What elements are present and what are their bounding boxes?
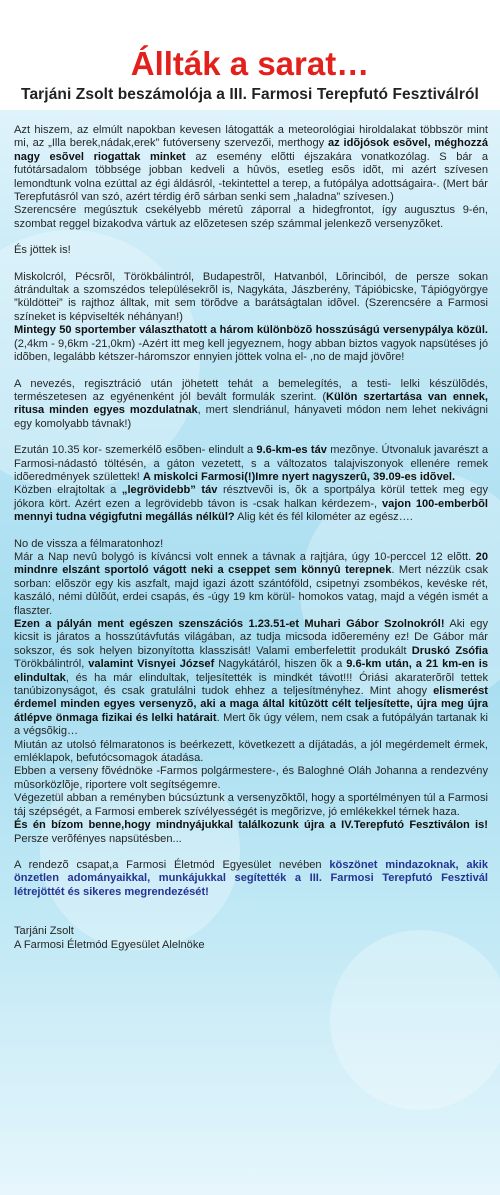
paragraph bbox=[14, 618, 488, 739]
text-run: Törökbálintról, bbox=[14, 658, 89, 671]
signature-name: Tarjáni Zsolt bbox=[14, 925, 74, 938]
paragraph bbox=[14, 324, 488, 364]
text-run-bold: valamint Visnyei József bbox=[88, 658, 215, 671]
paragraph: Ebben a verseny fõvédnöke -Farmos polgármestere-, és Baloghné Oláh Johanna a rendezvény mûsorközlõje, riportere volt segítségemre. bbox=[14, 765, 488, 791]
text-run: Alig két és fél kilométer az egész…. bbox=[234, 511, 413, 524]
text-run: . Mert nézzük csak sorban: elõször egy kis aszfalt, majd igazi ázott szántóföld, csipetnyi zsombékos, kevéske rét, kaszáló, némi dûlõút, erdei csapás, és -úgy 19 km körül- homokos vatag, majd a végén ismét a flaszter. bbox=[14, 564, 488, 617]
text-run-bold: Külön szertartása van ennek, ritusa minden egyes mozdulatnak bbox=[14, 390, 488, 417]
background-bubble bbox=[330, 930, 500, 1110]
paragraph-thanks bbox=[14, 859, 488, 899]
text-run-bold: Ezen a pályán ment egészen szenszációs 1.23.51-et Muhari Gábor Szolnokról! bbox=[14, 618, 445, 630]
text-run: résztvevõi is, õk a sportpálya körül tettek meg egy jókora kört. Azért ezen a legrövidebb távon is -csak halkan kérdezem-, bbox=[14, 484, 488, 510]
text-run: az esemény elõtti éjszakára vonatkozólag. S bár a futótársadalom többsége jobban kedveli a hûvös, esetleg esõs idõt, mi azért szívesen lemondtunk volna ezúttal az égi áldásról, -tekintettel a terep, a futópálya adottságaira-. (Mert bár Terepfutásról van szó, azért térdig érõ sárban senki sem „haladna” szívesen.) bbox=[14, 150, 488, 204]
text-run-bold: A miskolci Farmosi(!)Imre nyert nagyszerû, 39.09-es idõvel. bbox=[142, 470, 456, 483]
text-run: A rendezõ csapat,a Farmosi Életmód Egyesület nevében bbox=[14, 858, 330, 871]
text-run: Már a Nap nevû bolygó is kíváncsi volt ennek a távnak a rajtjára, úgy 10-perccel 12 elõtt. bbox=[14, 550, 476, 563]
text-run: Persze verõfényes napsütésben... bbox=[14, 832, 182, 845]
text-run-bold: az idõjósok esõvel, méghozzá nagy esõvel riogattak minket bbox=[14, 137, 489, 163]
paragraph bbox=[14, 444, 488, 484]
text-run: . Mert õk úgy vélem, nem csak a futópályán tartanak ki a végsõkig… bbox=[14, 711, 488, 738]
paragraph bbox=[14, 551, 488, 618]
paragraph-intro bbox=[14, 124, 488, 204]
paragraph: Miskolcról, Pécsrõl, Törökbálintról, Budapestrõl, Hatvanból, Lõrinciból, de persze sokan átrándultak a szomszédos településekrõl is, Nagykáta, Jászberény, Tápióbicske, Tápiógyörgye ”küldöttei” is rajthoz álltak, mit sem törõdve a barátságtalan idõvel. (Szerencsére a Farmosi színeket is képviselték néhányan!) bbox=[14, 270, 488, 323]
text-run-highlight: köszönet mindazoknak, akik önzetlen adományaikkal, munkájukkal segítették a III. Farmosi Terepfutó Fesztivál létrejöttét és sikeres megrendezését! bbox=[14, 858, 489, 898]
signature-role: A Farmosi Életmód Egyesület Alelnöke bbox=[14, 938, 205, 951]
paragraph: No de vissza a félmaratonhoz! bbox=[14, 537, 164, 550]
paragraph bbox=[14, 378, 488, 432]
paragraph bbox=[14, 819, 488, 846]
text-run: Aki egy kicsit is járatos a hosszútávfutás világában, az tudja micsoda idõeremény ez! De Gábor már sokszor, és sok helyen bizonyította klasszisát! Valami emberfelettit produkált bbox=[14, 618, 489, 657]
article-body-panel bbox=[0, 110, 500, 1195]
text-run-bold: elismerést érdemel minden egyes versenyzõ, aki a maga által kitûzött célt teljesítette, újra meg újra átlépve önmaga fizikai és lelki határait bbox=[14, 685, 488, 724]
text-run-bold: És én bízom benne,hogy mindnyájukkal találkozunk újra a IV.Terepfutó Fesztiválon is! bbox=[14, 819, 488, 832]
text-run-bold: 9.6-km-es táv bbox=[256, 444, 327, 457]
text-run: , mert slendriánul, hányaveti módon nem lehet nekivágni egy komolyabb távnak!) bbox=[14, 404, 488, 430]
paragraph: És jöttek is! bbox=[14, 244, 71, 257]
paragraph: Szerencsére megúsztuk csekélyebb méretû záporral a hidegfrontot, így augusztus 9-én, szombat reggel bizakodva vártuk az elõzetesen szép számmal jelenkezõ versenyzõket. bbox=[14, 204, 488, 230]
text-run: , és ha már elindultak, teljesítették is mindkét távot!!! Óriási akaraterõrõl tettek tanúbizonyságot, és csak gratulálni tudok ehhez a teljesítményhez. Mint ahogy bbox=[14, 671, 488, 698]
text-run: A nevezés, regisztráció után jöhetett tehát a bemelegítés, a testi- lelki készülõdés, természetesen az egyénenként jól bevált formulák szerint. ( bbox=[14, 377, 488, 403]
text-run-bold: 20 mindnre elszánt sportoló vágott neki a cseppet sem könnyû terepnek bbox=[14, 550, 488, 577]
text-run-bold: „legrövidebb” táv bbox=[121, 484, 218, 497]
text-run: Azt hiszem, az elmúlt napokban kevesen látogatták a meteorológiai hiroldalakat többször mint mi, az „Illa berek,nádak,erek” futóverseny szervezői, merthogy bbox=[14, 124, 488, 150]
article-header bbox=[0, 0, 500, 108]
article-title: Állták a sarat… bbox=[130, 45, 370, 82]
paragraph: Miután az utolsó félmaratonos is beérkezett, következett a díjátadás, a jól megérdemelt érmek, emléklapok, befutócsomagok átadása. bbox=[14, 738, 488, 765]
text-run-bold: 9.6-km után, a 21 km-en is elindultak bbox=[14, 658, 488, 684]
text-run-bold: Mintegy 50 sportember választhatott a három különbözõ hosszúságú versenypálya közül. bbox=[14, 324, 488, 337]
text-run: mezõnye. Útvonaluk javarészt a Farmosi-nádastó töltésén, a gáton vezetett, s a változatos talajviszonyok ellenére remek idõeredmények születtek! bbox=[14, 444, 488, 483]
paragraph bbox=[14, 484, 488, 524]
paragraph: Végezetül abban a reményben búcsúztunk a versenyzõktõl, hogy a sportélményen túl a Farmosi táj szépségét, a Farmosi emberek szívélyességét is megõrizve, jó emlékekkel térnek haza. bbox=[14, 792, 488, 818]
text-run: Nagykátáról, hiszen õk a bbox=[214, 658, 347, 671]
text-run-bold: Druskó Zsófia bbox=[411, 644, 488, 657]
text-run: (2,4km - 9,6km -21,0km) -Azért itt meg kell jegyeznem, hogy abban biztos vagyok napsütéses jó idõben, legalább kétszer-háromszor ennyien jöttek volna el- ,no de majd jövõre! bbox=[14, 337, 488, 364]
text-run: Ezután 10.35 kor- szemerkélõ esõben- elindult a bbox=[14, 444, 257, 457]
text-run-bold: vajon 100-emberbõl mennyi tudna végigfutni megállás nélkül? bbox=[14, 497, 488, 524]
article-subtitle: Tarjáni Zsolt beszámolója a III. Farmosi Terepfutó Fesztiválról bbox=[21, 86, 479, 103]
text-run: Közben elrajtoltak a bbox=[14, 484, 122, 497]
article-text bbox=[14, 124, 488, 952]
